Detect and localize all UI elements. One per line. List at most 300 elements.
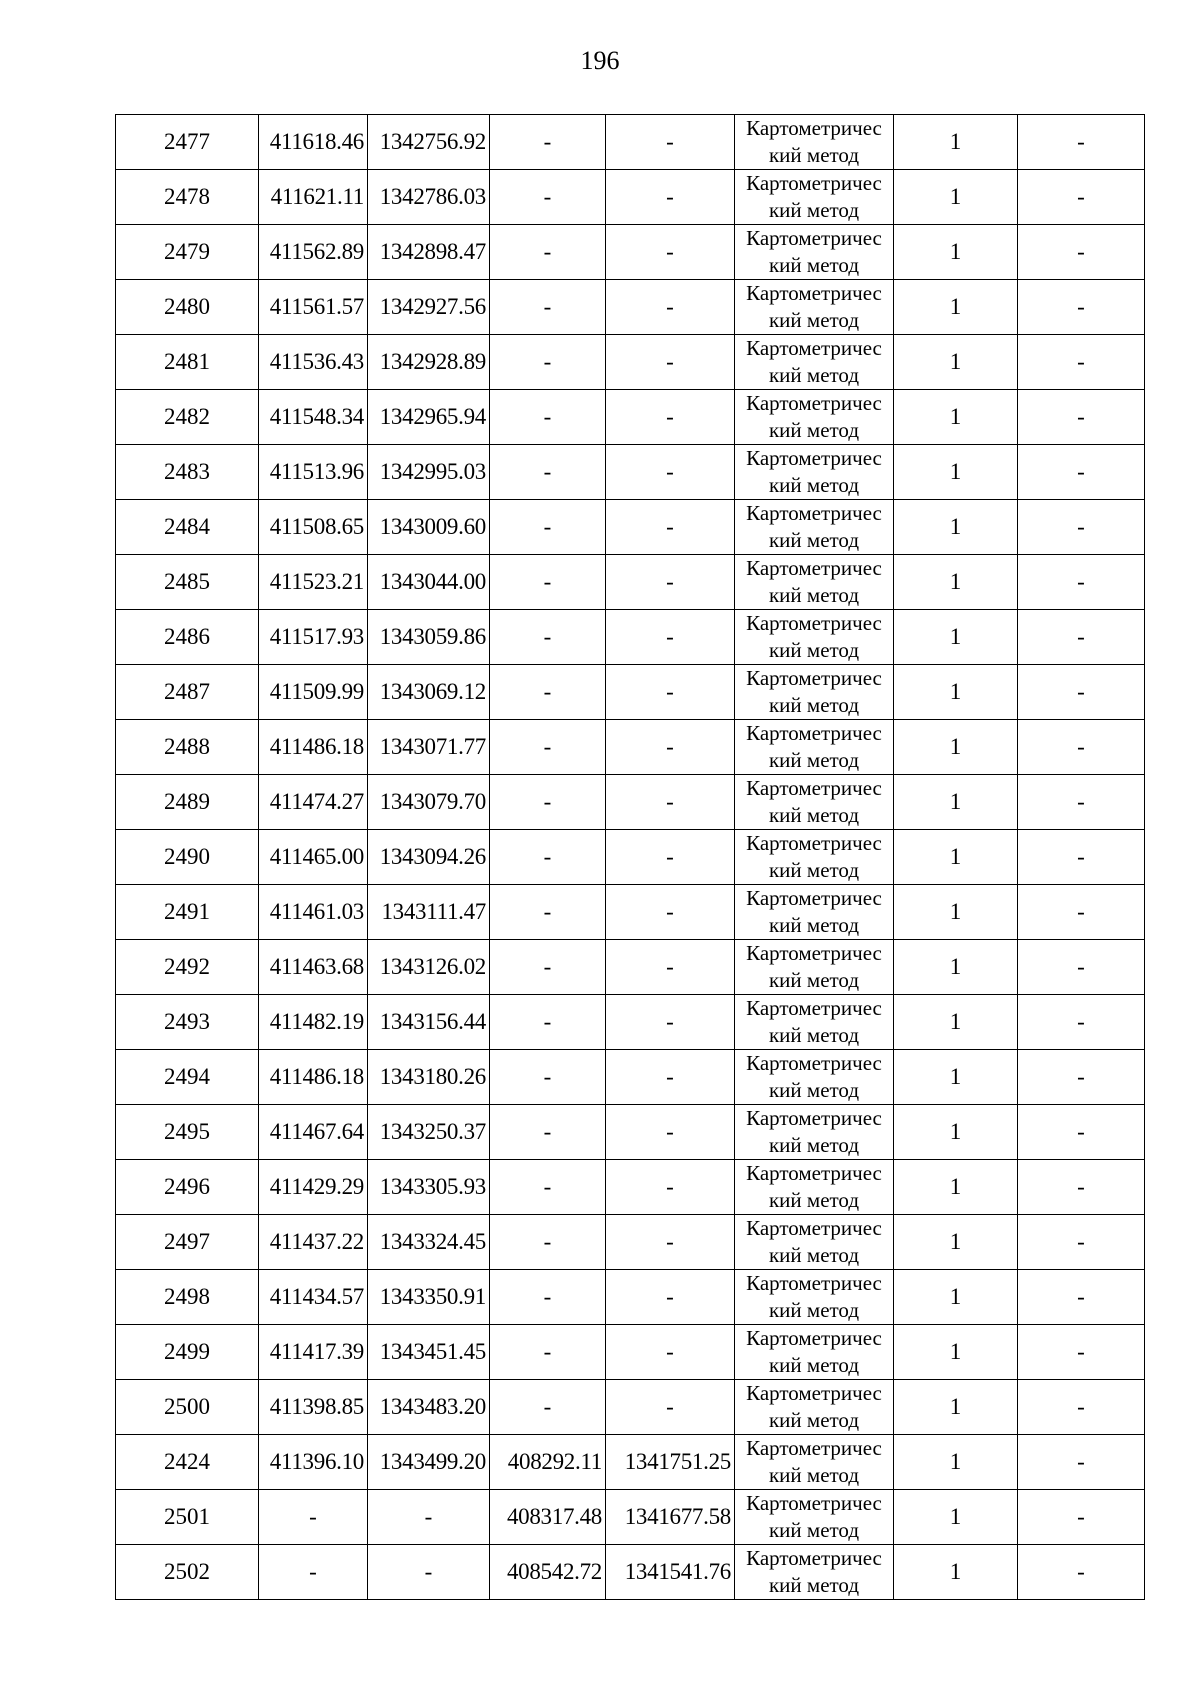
table-row — [116, 610, 1145, 665]
table-row — [116, 1545, 1145, 1600]
y-coordinate-cell: 1343156.44 — [368, 995, 490, 1050]
accuracy-cell: 1 — [894, 1160, 1018, 1215]
note-cell: - — [1018, 115, 1145, 170]
y-coordinate-cell: 1343483.20 — [368, 1380, 490, 1435]
accuracy-cell: 1 — [894, 830, 1018, 885]
x-coordinate-2-cell: - — [490, 115, 606, 170]
method-text: Картометричес — [746, 1106, 882, 1130]
accuracy-cell: 1 — [894, 610, 1018, 665]
accuracy-cell: 1 — [894, 1490, 1018, 1545]
point-number-cell: 2497 — [116, 1215, 259, 1270]
y-coordinate-2-cell: - — [606, 390, 735, 445]
y-coordinate-2-cell: - — [606, 170, 735, 225]
y-coordinate-2-cell: - — [606, 1325, 735, 1380]
note-cell: - — [1018, 445, 1145, 500]
y-coordinate-2-cell: - — [606, 225, 735, 280]
x-coordinate-cell: 411536.43 — [259, 335, 368, 390]
y-coordinate-cell: 1343044.00 — [368, 555, 490, 610]
y-coordinate-cell: 1343059.86 — [368, 610, 490, 665]
x-coordinate-2-cell: - — [490, 775, 606, 830]
method-text: кий метод — [768, 473, 860, 497]
method-text: Картометричес — [746, 1216, 882, 1240]
method-cell — [735, 115, 894, 170]
method-text: Картометричес — [746, 611, 882, 635]
note-cell: - — [1018, 500, 1145, 555]
note-cell: - — [1018, 995, 1145, 1050]
x-coordinate-2-cell: - — [490, 225, 606, 280]
method-cell — [735, 1050, 894, 1105]
x-coordinate-cell: 411508.65 — [259, 500, 368, 555]
note-cell: - — [1018, 280, 1145, 335]
y-coordinate-2-cell: - — [606, 610, 735, 665]
y-coordinate-2-cell: - — [606, 775, 735, 830]
point-number-cell: 2480 — [116, 280, 259, 335]
method-text: кий метод — [768, 1188, 860, 1212]
x-coordinate-2-cell: - — [490, 170, 606, 225]
y-coordinate-2-cell: - — [606, 1105, 735, 1160]
point-number-cell: 2485 — [116, 555, 259, 610]
point-number-cell: 2502 — [116, 1545, 259, 1600]
method-text: кий метод — [768, 1133, 860, 1157]
y-coordinate-cell: 1343350.91 — [368, 1270, 490, 1325]
table-row — [116, 1435, 1145, 1490]
note-cell: - — [1018, 390, 1145, 445]
method-text: Картометричес — [746, 831, 882, 855]
y-coordinate-cell: 1343180.26 — [368, 1050, 490, 1105]
y-coordinate-cell: 1343250.37 — [368, 1105, 490, 1160]
table-row — [116, 115, 1145, 170]
method-text: Картометричес — [746, 886, 882, 910]
note-cell: - — [1018, 1490, 1145, 1545]
method-text: Картометричес — [746, 1546, 882, 1570]
x-coordinate-2-cell: - — [490, 720, 606, 775]
accuracy-cell: 1 — [894, 1325, 1018, 1380]
note-cell: - — [1018, 1215, 1145, 1270]
y-coordinate-2-cell: - — [606, 1050, 735, 1105]
y-coordinate-2-cell: - — [606, 885, 735, 940]
point-number-cell: 2486 — [116, 610, 259, 665]
table-row — [116, 940, 1145, 995]
y-coordinate-cell: 1343451.45 — [368, 1325, 490, 1380]
point-number-cell: 2495 — [116, 1105, 259, 1160]
y-coordinate-2-cell: 1341677.58 — [606, 1490, 735, 1545]
method-text: кий метод — [768, 1408, 860, 1432]
method-cell — [735, 1105, 894, 1160]
method-text: кий метод — [768, 1023, 860, 1047]
y-coordinate-cell: - — [368, 1545, 490, 1600]
method-text: Картометричес — [746, 1271, 882, 1295]
method-text: кий метод — [768, 803, 860, 827]
method-text: кий метод — [768, 198, 860, 222]
point-number-cell: 2496 — [116, 1160, 259, 1215]
coordinates-table — [115, 114, 1145, 1600]
x-coordinate-2-cell: 408292.11 — [490, 1435, 606, 1490]
y-coordinate-cell: 1343305.93 — [368, 1160, 490, 1215]
x-coordinate-cell: 411465.00 — [259, 830, 368, 885]
x-coordinate-2-cell: - — [490, 995, 606, 1050]
method-cell — [735, 1380, 894, 1435]
method-text: Картометричес — [746, 996, 882, 1020]
method-text: Картометричес — [746, 171, 882, 195]
point-number-cell: 2500 — [116, 1380, 259, 1435]
point-number-cell: 2490 — [116, 830, 259, 885]
method-cell — [735, 335, 894, 390]
accuracy-cell: 1 — [894, 225, 1018, 280]
table-row — [116, 1215, 1145, 1270]
table-row — [116, 225, 1145, 280]
method-cell — [735, 610, 894, 665]
x-coordinate-cell: 411513.96 — [259, 445, 368, 500]
y-coordinate-2-cell: - — [606, 1270, 735, 1325]
y-coordinate-cell: 1343069.12 — [368, 665, 490, 720]
point-number-cell: 2492 — [116, 940, 259, 995]
note-cell: - — [1018, 555, 1145, 610]
x-coordinate-2-cell: - — [490, 500, 606, 555]
method-text: кий метод — [768, 528, 860, 552]
method-text: Картометричес — [746, 446, 882, 470]
point-number-cell: 2487 — [116, 665, 259, 720]
method-cell — [735, 1435, 894, 1490]
method-text: Картометричес — [746, 1326, 882, 1350]
x-coordinate-2-cell: - — [490, 390, 606, 445]
table-row — [116, 1380, 1145, 1435]
accuracy-cell: 1 — [894, 885, 1018, 940]
y-coordinate-cell: - — [368, 1490, 490, 1545]
point-number-cell: 2494 — [116, 1050, 259, 1105]
y-coordinate-2-cell: - — [606, 1380, 735, 1435]
note-cell: - — [1018, 720, 1145, 775]
x-coordinate-cell: 411618.46 — [259, 115, 368, 170]
accuracy-cell: 1 — [894, 775, 1018, 830]
y-coordinate-2-cell: 1341541.76 — [606, 1545, 735, 1600]
point-number-cell: 2483 — [116, 445, 259, 500]
x-coordinate-cell: 411482.19 — [259, 995, 368, 1050]
table-row — [116, 445, 1145, 500]
method-text: Картометричес — [746, 391, 882, 415]
x-coordinate-cell: 411486.18 — [259, 720, 368, 775]
x-coordinate-2-cell: - — [490, 280, 606, 335]
table-row — [116, 1490, 1145, 1545]
table-row — [116, 885, 1145, 940]
point-number-cell: 2498 — [116, 1270, 259, 1325]
x-coordinate-cell: 411562.89 — [259, 225, 368, 280]
y-coordinate-cell: 1343499.20 — [368, 1435, 490, 1490]
y-coordinate-2-cell: - — [606, 335, 735, 390]
x-coordinate-cell: 411463.68 — [259, 940, 368, 995]
y-coordinate-cell: 1342786.03 — [368, 170, 490, 225]
point-number-cell: 2489 — [116, 775, 259, 830]
x-coordinate-2-cell: - — [490, 1270, 606, 1325]
method-cell — [735, 720, 894, 775]
point-number-cell: 2484 — [116, 500, 259, 555]
x-coordinate-cell: 411517.93 — [259, 610, 368, 665]
table-row — [116, 830, 1145, 885]
method-cell — [735, 445, 894, 500]
y-coordinate-2-cell: - — [606, 665, 735, 720]
point-number-cell: 2479 — [116, 225, 259, 280]
y-coordinate-2-cell: - — [606, 500, 735, 555]
x-coordinate-2-cell: - — [490, 1325, 606, 1380]
x-coordinate-cell: 411398.85 — [259, 1380, 368, 1435]
note-cell: - — [1018, 1105, 1145, 1160]
y-coordinate-2-cell: - — [606, 555, 735, 610]
table-row — [116, 555, 1145, 610]
table-row — [116, 1160, 1145, 1215]
x-coordinate-2-cell: - — [490, 1160, 606, 1215]
y-coordinate-cell: 1342928.89 — [368, 335, 490, 390]
method-text: кий метод — [768, 418, 860, 442]
point-number-cell: 2424 — [116, 1435, 259, 1490]
point-number-cell: 2491 — [116, 885, 259, 940]
method-cell — [735, 390, 894, 445]
accuracy-cell: 1 — [894, 115, 1018, 170]
point-number-cell: 2493 — [116, 995, 259, 1050]
table-body — [116, 115, 1145, 1600]
method-text: Картометричес — [746, 721, 882, 745]
accuracy-cell: 1 — [894, 1105, 1018, 1160]
x-coordinate-cell: 411509.99 — [259, 665, 368, 720]
method-text: кий метод — [768, 693, 860, 717]
method-cell — [735, 225, 894, 280]
accuracy-cell: 1 — [894, 500, 1018, 555]
x-coordinate-cell: 411561.57 — [259, 280, 368, 335]
accuracy-cell: 1 — [894, 665, 1018, 720]
x-coordinate-cell: 411417.39 — [259, 1325, 368, 1380]
y-coordinate-cell: 1343324.45 — [368, 1215, 490, 1270]
method-cell — [735, 1160, 894, 1215]
note-cell: - — [1018, 665, 1145, 720]
note-cell: - — [1018, 940, 1145, 995]
method-cell — [735, 665, 894, 720]
table-row — [116, 335, 1145, 390]
note-cell: - — [1018, 1435, 1145, 1490]
method-text: кий метод — [768, 858, 860, 882]
point-number-cell: 2499 — [116, 1325, 259, 1380]
method-text: кий метод — [768, 1078, 860, 1102]
method-cell — [735, 830, 894, 885]
method-text: кий метод — [768, 143, 860, 167]
method-text: Картометричес — [746, 501, 882, 525]
x-coordinate-cell: 411437.22 — [259, 1215, 368, 1270]
method-cell — [735, 280, 894, 335]
table-row — [116, 500, 1145, 555]
accuracy-cell: 1 — [894, 1270, 1018, 1325]
accuracy-cell: 1 — [894, 1380, 1018, 1435]
method-text: кий метод — [768, 638, 860, 662]
x-coordinate-2-cell: - — [490, 940, 606, 995]
method-text: кий метод — [768, 1353, 860, 1377]
method-text: кий метод — [768, 1298, 860, 1322]
method-text: Картометричес — [746, 1051, 882, 1075]
method-text: Картометричес — [746, 1381, 882, 1405]
accuracy-cell: 1 — [894, 1435, 1018, 1490]
method-cell — [735, 1325, 894, 1380]
point-number-cell: 2477 — [116, 115, 259, 170]
table-row — [116, 170, 1145, 225]
table-row — [116, 1105, 1145, 1160]
table-row — [116, 720, 1145, 775]
y-coordinate-cell: 1342995.03 — [368, 445, 490, 500]
x-coordinate-2-cell: - — [490, 1380, 606, 1435]
y-coordinate-2-cell: - — [606, 940, 735, 995]
x-coordinate-2-cell: - — [490, 1050, 606, 1105]
y-coordinate-2-cell: - — [606, 995, 735, 1050]
note-cell: - — [1018, 225, 1145, 280]
method-text: кий метод — [768, 308, 860, 332]
x-coordinate-2-cell: 408317.48 — [490, 1490, 606, 1545]
note-cell: - — [1018, 170, 1145, 225]
x-coordinate-cell: 411434.57 — [259, 1270, 368, 1325]
method-cell — [735, 940, 894, 995]
x-coordinate-2-cell: - — [490, 555, 606, 610]
method-text: кий метод — [768, 1518, 860, 1542]
point-number-cell: 2488 — [116, 720, 259, 775]
point-number-cell: 2481 — [116, 335, 259, 390]
table-row — [116, 665, 1145, 720]
page-number: 196 — [580, 46, 620, 75]
method-text: кий метод — [768, 583, 860, 607]
accuracy-cell: 1 — [894, 445, 1018, 500]
accuracy-cell: 1 — [894, 390, 1018, 445]
method-cell — [735, 775, 894, 830]
note-cell: - — [1018, 830, 1145, 885]
y-coordinate-cell: 1343111.47 — [368, 885, 490, 940]
y-coordinate-2-cell: - — [606, 1160, 735, 1215]
note-cell: - — [1018, 1380, 1145, 1435]
x-coordinate-cell: - — [259, 1545, 368, 1600]
method-text: кий метод — [768, 968, 860, 992]
x-coordinate-2-cell: 408542.72 — [490, 1545, 606, 1600]
method-text: Картометричес — [746, 281, 882, 305]
note-cell: - — [1018, 335, 1145, 390]
x-coordinate-cell: 411523.21 — [259, 555, 368, 610]
y-coordinate-cell: 1342927.56 — [368, 280, 490, 335]
x-coordinate-cell: 411548.34 — [259, 390, 368, 445]
y-coordinate-cell: 1343071.77 — [368, 720, 490, 775]
x-coordinate-cell: 411621.11 — [259, 170, 368, 225]
method-text: кий метод — [768, 748, 860, 772]
accuracy-cell: 1 — [894, 995, 1018, 1050]
x-coordinate-2-cell: - — [490, 665, 606, 720]
note-cell: - — [1018, 1545, 1145, 1600]
method-cell — [735, 885, 894, 940]
table-row — [116, 1270, 1145, 1325]
method-text: кий метод — [768, 1463, 860, 1487]
x-coordinate-2-cell: - — [490, 1215, 606, 1270]
table-row — [116, 995, 1145, 1050]
y-coordinate-2-cell: - — [606, 830, 735, 885]
x-coordinate-cell: 411429.29 — [259, 1160, 368, 1215]
method-text: Картометричес — [746, 1491, 882, 1515]
method-text: Картометричес — [746, 336, 882, 360]
y-coordinate-2-cell: - — [606, 445, 735, 500]
method-text: Картометричес — [746, 116, 882, 140]
method-text: кий метод — [768, 253, 860, 277]
method-text: Картометричес — [746, 226, 882, 250]
y-coordinate-2-cell: 1341751.25 — [606, 1435, 735, 1490]
note-cell: - — [1018, 1050, 1145, 1105]
method-text: кий метод — [768, 363, 860, 387]
y-coordinate-cell: 1342756.92 — [368, 115, 490, 170]
method-text: Картометричес — [746, 1161, 882, 1185]
method-text: Картометричес — [746, 776, 882, 800]
method-cell — [735, 1270, 894, 1325]
accuracy-cell: 1 — [894, 555, 1018, 610]
accuracy-cell: 1 — [894, 940, 1018, 995]
point-number-cell: 2501 — [116, 1490, 259, 1545]
accuracy-cell: 1 — [894, 335, 1018, 390]
note-cell: - — [1018, 885, 1145, 940]
method-cell — [735, 555, 894, 610]
y-coordinate-2-cell: - — [606, 720, 735, 775]
x-coordinate-cell: 411461.03 — [259, 885, 368, 940]
note-cell: - — [1018, 1160, 1145, 1215]
accuracy-cell: 1 — [894, 720, 1018, 775]
note-cell: - — [1018, 1270, 1145, 1325]
x-coordinate-2-cell: - — [490, 335, 606, 390]
y-coordinate-2-cell: - — [606, 115, 735, 170]
x-coordinate-2-cell: - — [490, 830, 606, 885]
method-cell — [735, 995, 894, 1050]
y-coordinate-cell: 1343094.26 — [368, 830, 490, 885]
note-cell: - — [1018, 610, 1145, 665]
note-cell: - — [1018, 1325, 1145, 1380]
method-text: Картометричес — [746, 1436, 882, 1460]
x-coordinate-2-cell: - — [490, 1105, 606, 1160]
y-coordinate-cell: 1342898.47 — [368, 225, 490, 280]
point-number-cell: 2478 — [116, 170, 259, 225]
x-coordinate-2-cell: - — [490, 445, 606, 500]
table-row — [116, 1050, 1145, 1105]
accuracy-cell: 1 — [894, 170, 1018, 225]
y-coordinate-2-cell: - — [606, 280, 735, 335]
x-coordinate-2-cell: - — [490, 885, 606, 940]
accuracy-cell: 1 — [894, 1545, 1018, 1600]
method-cell — [735, 170, 894, 225]
y-coordinate-2-cell: - — [606, 1215, 735, 1270]
y-coordinate-cell: 1343126.02 — [368, 940, 490, 995]
method-text: кий метод — [768, 1573, 860, 1597]
table-row — [116, 280, 1145, 335]
note-cell: - — [1018, 775, 1145, 830]
point-number-cell: 2482 — [116, 390, 259, 445]
x-coordinate-2-cell: - — [490, 610, 606, 665]
method-cell — [735, 1215, 894, 1270]
x-coordinate-cell: 411486.18 — [259, 1050, 368, 1105]
accuracy-cell: 1 — [894, 280, 1018, 335]
method-text: Картометричес — [746, 556, 882, 580]
method-text: Картометричес — [746, 941, 882, 965]
method-text: Картометричес — [746, 666, 882, 690]
method-text: кий метод — [768, 913, 860, 937]
method-cell — [735, 500, 894, 555]
method-cell — [735, 1545, 894, 1600]
x-coordinate-cell: 411467.64 — [259, 1105, 368, 1160]
table-row — [116, 390, 1145, 445]
y-coordinate-cell: 1343009.60 — [368, 500, 490, 555]
x-coordinate-cell: 411474.27 — [259, 775, 368, 830]
y-coordinate-cell: 1342965.94 — [368, 390, 490, 445]
method-text: кий метод — [768, 1243, 860, 1267]
x-coordinate-cell: - — [259, 1490, 368, 1545]
accuracy-cell: 1 — [894, 1215, 1018, 1270]
table-row — [116, 775, 1145, 830]
x-coordinate-cell: 411396.10 — [259, 1435, 368, 1490]
method-cell — [735, 1490, 894, 1545]
table-row — [116, 1325, 1145, 1380]
accuracy-cell: 1 — [894, 1050, 1018, 1105]
y-coordinate-cell: 1343079.70 — [368, 775, 490, 830]
